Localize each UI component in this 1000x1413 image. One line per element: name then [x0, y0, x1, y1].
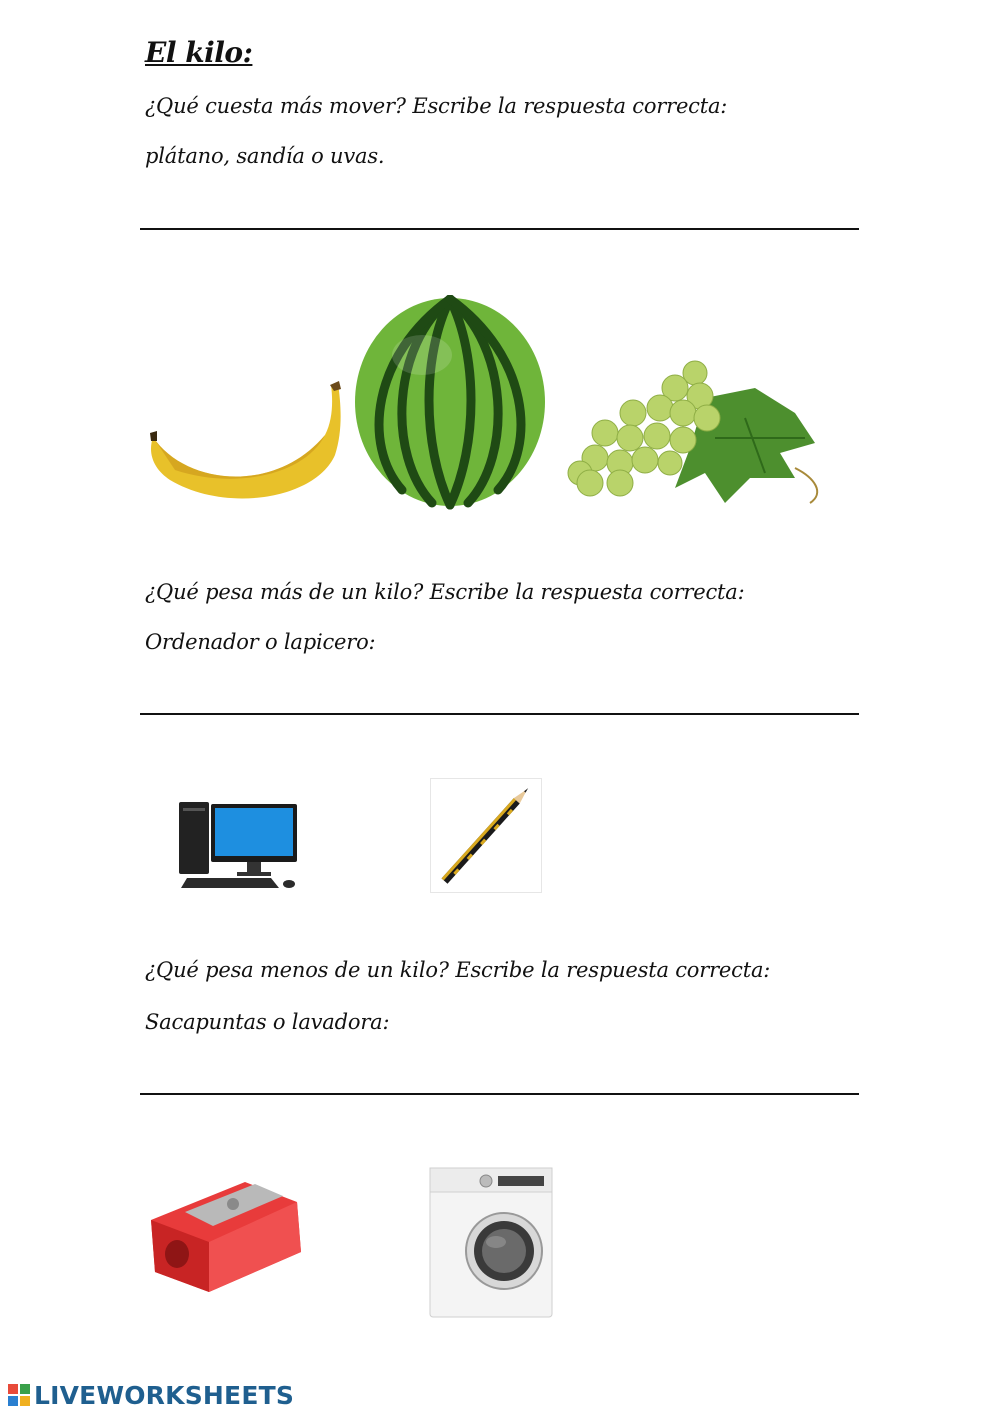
watermelon-illustration — [352, 295, 552, 510]
question-2-answer-input[interactable] — [140, 687, 859, 715]
liveworksheets-brand[interactable]: LIVEWORKSHEETS — [34, 1381, 295, 1410]
question-3-prompt: ¿Qué pesa menos de un kilo? Escribe la respuesta correcta: — [145, 958, 771, 982]
question-2-prompt: ¿Qué pesa más de un kilo? Escribe la respuesta correcta: — [145, 580, 745, 604]
grapes-illustration — [565, 358, 830, 513]
question-1-options: plátano, sandía o uvas. — [145, 144, 385, 168]
question-1-answer-input[interactable] — [140, 202, 859, 230]
question-3-answer-input[interactable] — [140, 1067, 859, 1095]
question-3-options: Sacapuntas o lavadora: — [145, 1010, 390, 1034]
liveworksheets-logo-icon — [8, 1384, 30, 1406]
pencil-illustration — [430, 778, 542, 893]
question-2-options: Ordenador o lapicero: — [145, 630, 376, 654]
banana-illustration — [145, 375, 345, 515]
sharpener-illustration — [145, 1172, 305, 1297]
washing-machine-illustration — [428, 1166, 554, 1319]
desktop-computer-illustration — [175, 800, 300, 892]
question-1-prompt: ¿Qué cuesta más mover? Escribe la respuesta correcta: — [145, 94, 728, 118]
worksheet-title: El kilo: — [145, 36, 253, 69]
